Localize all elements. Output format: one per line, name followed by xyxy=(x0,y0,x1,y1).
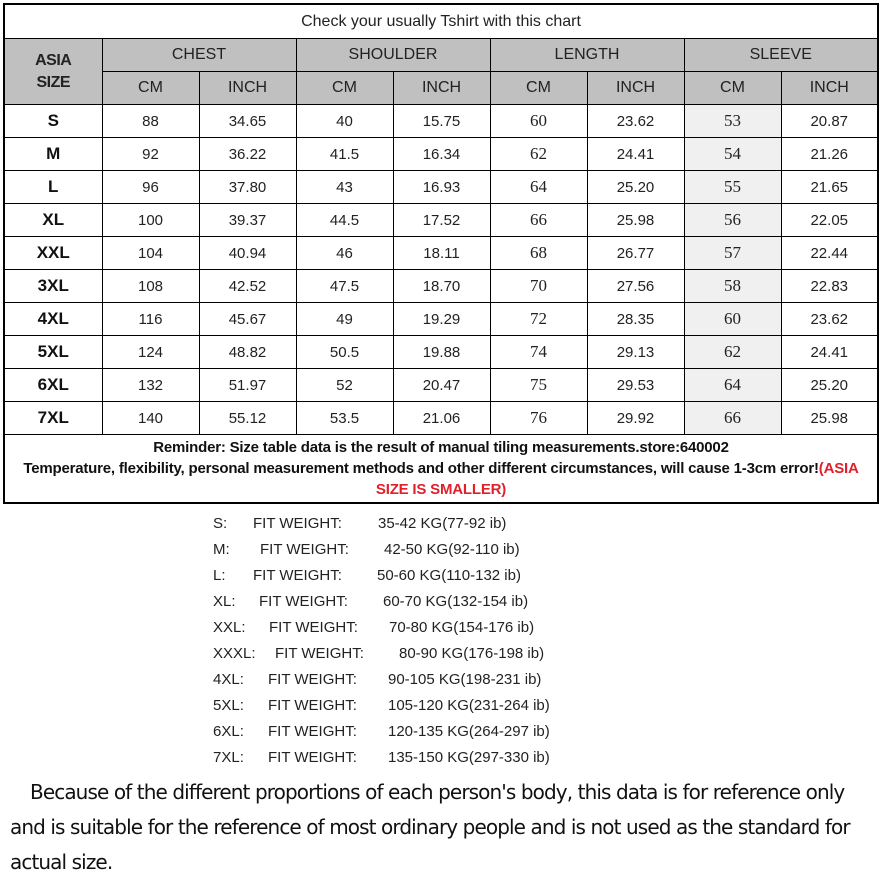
reminder-line1: Reminder: Size table data is the result of manual tiling measurements.store:640002 xyxy=(153,439,729,456)
cell-length-cm: 66 xyxy=(490,204,587,237)
reminder-line2 xyxy=(11,458,871,500)
cell-length-in: 25.20 xyxy=(587,171,684,204)
cell-length-cm: 76 xyxy=(490,402,587,435)
cell-shoulder-in: 16.93 xyxy=(393,171,490,204)
cell-sleeve-in: 25.20 xyxy=(781,369,878,402)
cell-chest-in: 48.82 xyxy=(199,336,296,369)
cell-chest-cm: 124 xyxy=(102,336,199,369)
table-row xyxy=(4,171,878,204)
unit-header-row xyxy=(4,72,878,105)
cell-length-cm: 62 xyxy=(490,138,587,171)
cell-shoulder-cm: 44.5 xyxy=(296,204,393,237)
cell-sleeve-cm: 53 xyxy=(684,105,781,138)
table-row xyxy=(4,105,878,138)
weight-size: L: xyxy=(213,567,226,584)
length-header: LENGTH xyxy=(490,39,684,72)
cell-chest-in: 55.12 xyxy=(199,402,296,435)
cell-shoulder-in: 15.75 xyxy=(393,105,490,138)
weight-size: XXL: xyxy=(213,619,246,636)
cell-shoulder-in: 21.06 xyxy=(393,402,490,435)
table-row xyxy=(4,402,878,435)
cell-sleeve-in: 22.83 xyxy=(781,270,878,303)
cell-length-in: 26.77 xyxy=(587,237,684,270)
table-body xyxy=(4,105,878,435)
cell-length-in: 24.41 xyxy=(587,138,684,171)
shoulder-header: SHOULDER xyxy=(296,39,490,72)
table-title-row xyxy=(4,4,878,39)
weight-value: 35-42 KG(77-92 ib) xyxy=(378,515,507,532)
cell-length-in: 27.56 xyxy=(587,270,684,303)
weight-size: XL: xyxy=(213,593,236,610)
cell-shoulder-cm: 53.5 xyxy=(296,402,393,435)
cell-sleeve-cm: 57 xyxy=(684,237,781,270)
cell-sleeve-in: 22.05 xyxy=(781,204,878,237)
cell-sleeve-in: 25.98 xyxy=(781,402,878,435)
cell-shoulder-cm: 46 xyxy=(296,237,393,270)
cell-length-cm: 72 xyxy=(490,303,587,336)
cell-length-in: 29.53 xyxy=(587,369,684,402)
asia-size-line2: SIZE xyxy=(36,73,71,91)
weight-label: FIT WEIGHT: xyxy=(253,567,342,584)
cell-shoulder-cm: 41.5 xyxy=(296,138,393,171)
cell-chest-in: 45.67 xyxy=(199,303,296,336)
cell-chest-in: 40.94 xyxy=(199,237,296,270)
cell-shoulder-in: 17.52 xyxy=(393,204,490,237)
unit-header: CM xyxy=(102,72,199,105)
weight-label: FIT WEIGHT: xyxy=(260,541,349,558)
unit-header: INCH xyxy=(587,72,684,105)
cell-length-in: 29.92 xyxy=(587,402,684,435)
size-label: L xyxy=(4,171,102,204)
cell-length-cm: 75 xyxy=(490,369,587,402)
cell-length-cm: 70 xyxy=(490,270,587,303)
cell-chest-cm: 116 xyxy=(102,303,199,336)
cell-chest-in: 42.52 xyxy=(199,270,296,303)
weight-size: 6XL: xyxy=(213,723,244,740)
weight-size: 7XL: xyxy=(213,749,244,766)
table-row xyxy=(4,369,878,402)
weight-label: FIT WEIGHT: xyxy=(275,645,364,662)
cell-length-cm: 68 xyxy=(490,237,587,270)
cell-shoulder-in: 18.70 xyxy=(393,270,490,303)
asia-size-line1: ASIA xyxy=(35,51,72,69)
cell-shoulder-in: 20.47 xyxy=(393,369,490,402)
cell-shoulder-cm: 43 xyxy=(296,171,393,204)
cell-shoulder-cm: 47.5 xyxy=(296,270,393,303)
cell-shoulder-cm: 40 xyxy=(296,105,393,138)
cell-shoulder-cm: 50.5 xyxy=(296,336,393,369)
weight-value: 80-90 KG(176-198 ib) xyxy=(399,645,545,662)
cell-chest-cm: 96 xyxy=(102,171,199,204)
weight-size: 5XL: xyxy=(213,697,244,714)
cell-length-in: 23.62 xyxy=(587,105,684,138)
weight-value: 60-70 KG(132-154 ib) xyxy=(383,593,529,610)
cell-shoulder-in: 18.11 xyxy=(393,237,490,270)
cell-chest-cm: 88 xyxy=(102,105,199,138)
size-chart-table xyxy=(3,3,879,504)
table-row xyxy=(4,336,878,369)
cell-length-in: 28.35 xyxy=(587,303,684,336)
weight-value: 42-50 KG(92-110 ib) xyxy=(384,541,520,558)
cell-chest-cm: 104 xyxy=(102,237,199,270)
weight-size: M: xyxy=(213,541,230,558)
unit-header: INCH xyxy=(393,72,490,105)
size-label: 4XL xyxy=(4,303,102,336)
weight-label: FIT WEIGHT: xyxy=(269,619,358,636)
cell-sleeve-cm: 66 xyxy=(684,402,781,435)
asia-size-header xyxy=(4,39,102,105)
weight-value: 135-150 KG(297-330 ib) xyxy=(388,749,550,766)
cell-sleeve-in: 23.62 xyxy=(781,303,878,336)
size-label: 5XL xyxy=(4,336,102,369)
cell-length-in: 25.98 xyxy=(587,204,684,237)
weight-label: FIT WEIGHT: xyxy=(268,723,357,740)
weight-label: FIT WEIGHT: xyxy=(259,593,348,610)
cell-sleeve-cm: 55 xyxy=(684,171,781,204)
unit-header: INCH xyxy=(199,72,296,105)
weight-value: 50-60 KG(110-132 ib) xyxy=(377,567,521,584)
size-label: 6XL xyxy=(4,369,102,402)
reminder-row xyxy=(4,435,878,504)
cell-sleeve-cm: 54 xyxy=(684,138,781,171)
weight-label: FIT WEIGHT: xyxy=(268,749,357,766)
cell-chest-in: 36.22 xyxy=(199,138,296,171)
group-header-row xyxy=(4,39,878,72)
cell-sleeve-cm: 62 xyxy=(684,336,781,369)
cell-chest-in: 37.80 xyxy=(199,171,296,204)
cell-sleeve-in: 21.26 xyxy=(781,138,878,171)
cell-length-cm: 60 xyxy=(490,105,587,138)
reminder-line2-text: Temperature, flexibility, personal measurement methods and other different circumstances, will cause 1-3cm error! xyxy=(23,460,819,477)
cell-sleeve-in: 20.87 xyxy=(781,105,878,138)
unit-header: INCH xyxy=(781,72,878,105)
cell-sleeve-cm: 58 xyxy=(684,270,781,303)
weight-label: FIT WEIGHT: xyxy=(268,671,357,688)
cell-length-cm: 74 xyxy=(490,336,587,369)
table-row xyxy=(4,303,878,336)
cell-chest-in: 34.65 xyxy=(199,105,296,138)
table-row xyxy=(4,270,878,303)
size-label: XXL xyxy=(4,237,102,270)
cell-chest-cm: 108 xyxy=(102,270,199,303)
weight-value: 120-135 KG(264-297 ib) xyxy=(388,723,550,740)
cell-sleeve-in: 24.41 xyxy=(781,336,878,369)
cell-chest-in: 51.97 xyxy=(199,369,296,402)
weight-value: 105-120 KG(231-264 ib) xyxy=(388,697,550,714)
weight-label: FIT WEIGHT: xyxy=(253,515,342,532)
cell-length-in: 29.13 xyxy=(587,336,684,369)
weight-label: FIT WEIGHT: xyxy=(268,697,357,714)
cell-chest-cm: 100 xyxy=(102,204,199,237)
table-row xyxy=(4,237,878,270)
unit-header: CM xyxy=(296,72,393,105)
asia-size-warning: (ASIA SIZE IS SMALLER) xyxy=(375,460,859,498)
cell-shoulder-in: 16.34 xyxy=(393,138,490,171)
cell-shoulder-in: 19.29 xyxy=(393,303,490,336)
cell-shoulder-cm: 49 xyxy=(296,303,393,336)
disclaimer-text: Because of the different proportions of each person's body, this data is for reference only and is suitable for the reference of most ordinary people and is not used as the standard for actual size. xyxy=(10,780,850,874)
table-row xyxy=(4,204,878,237)
cell-sleeve-cm: 60 xyxy=(684,303,781,336)
weight-size: 4XL: xyxy=(213,671,244,688)
cell-sleeve-in: 21.65 xyxy=(781,171,878,204)
cell-chest-in: 39.37 xyxy=(199,204,296,237)
sleeve-header: SLEEVE xyxy=(684,39,878,72)
weight-value: 70-80 KG(154-176 ib) xyxy=(389,619,535,636)
size-label: M xyxy=(4,138,102,171)
unit-header: CM xyxy=(490,72,587,105)
reminder-note xyxy=(4,435,878,504)
cell-shoulder-cm: 52 xyxy=(296,369,393,402)
cell-sleeve-cm: 64 xyxy=(684,369,781,402)
table-title: Check your usually Tshirt with this chart xyxy=(4,4,878,39)
cell-length-cm: 64 xyxy=(490,171,587,204)
cell-shoulder-in: 19.88 xyxy=(393,336,490,369)
size-label: S xyxy=(4,105,102,138)
unit-header: CM xyxy=(684,72,781,105)
cell-sleeve-cm: 56 xyxy=(684,204,781,237)
cell-sleeve-in: 22.44 xyxy=(781,237,878,270)
weight-size: S: xyxy=(213,515,228,532)
cell-chest-cm: 92 xyxy=(102,138,199,171)
cell-chest-cm: 132 xyxy=(102,369,199,402)
cell-chest-cm: 140 xyxy=(102,402,199,435)
weight-value: 90-105 KG(198-231 ib) xyxy=(388,671,542,688)
size-label: 3XL xyxy=(4,270,102,303)
size-label: 7XL xyxy=(4,402,102,435)
chest-header: CHEST xyxy=(102,39,296,72)
table-row xyxy=(4,138,878,171)
size-label: XL xyxy=(4,204,102,237)
weight-size: XXXL: xyxy=(213,645,256,662)
